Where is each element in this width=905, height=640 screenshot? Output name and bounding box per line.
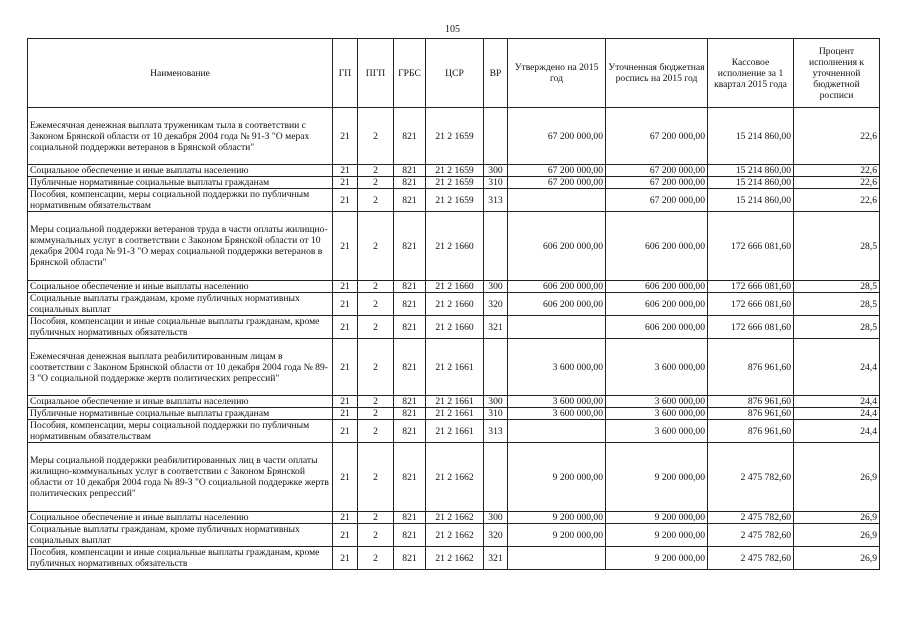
row-cash: 876 961,60: [708, 339, 794, 396]
header-pgp: ПГП: [358, 39, 394, 108]
header-row: [28, 39, 880, 108]
row-approved: 606 200 000,00: [508, 212, 606, 281]
row-vr: 313: [484, 189, 508, 212]
table-row: [28, 165, 880, 177]
row-cash: 2 475 782,60: [708, 512, 794, 524]
row-grbs: 821: [394, 189, 426, 212]
row-pgp: 2: [358, 177, 394, 189]
table-body: [28, 108, 880, 570]
row-csr: 21 2 1661: [426, 339, 484, 396]
row-percent: 24,4: [794, 396, 880, 408]
row-cash: 172 666 081,60: [708, 316, 794, 339]
row-pgp: 2: [358, 420, 394, 443]
row-approved: 3 600 000,00: [508, 339, 606, 396]
row-name: Ежемесячная денежная выплата реабилитированным лицам в соответствии с Законом Брянской области от 10 декабря 2004 года № 89-З "О социальной поддержке жертв политических репрессий": [28, 339, 333, 396]
row-approved: 606 200 000,00: [508, 293, 606, 316]
row-cash: 15 214 860,00: [708, 189, 794, 212]
row-csr: 21 2 1659: [426, 189, 484, 212]
row-refined: 3 600 000,00: [606, 408, 708, 420]
row-csr: 21 2 1662: [426, 443, 484, 512]
header-vr: ВР: [484, 39, 508, 108]
row-percent: 28,5: [794, 316, 880, 339]
row-pgp: 2: [358, 547, 394, 570]
table-row: [28, 177, 880, 189]
row-grbs: 821: [394, 512, 426, 524]
table-row: [28, 108, 880, 165]
row-cash: 876 961,60: [708, 396, 794, 408]
row-name: Социальные выплаты гражданам, кроме публичных нормативных социальных выплат: [28, 524, 333, 547]
row-percent: 24,4: [794, 408, 880, 420]
row-pgp: 2: [358, 165, 394, 177]
table-row: [28, 189, 880, 212]
row-csr: 21 2 1660: [426, 212, 484, 281]
table-row: [28, 281, 880, 293]
table-row: [28, 420, 880, 443]
row-percent: 24,4: [794, 339, 880, 396]
row-name: Пособия, компенсации и иные социальные выплаты гражданам, кроме публичных нормативных обязательств: [28, 547, 333, 570]
row-refined: 9 200 000,00: [606, 524, 708, 547]
budget-table: [27, 38, 880, 570]
row-csr: 21 2 1660: [426, 293, 484, 316]
row-grbs: 821: [394, 339, 426, 396]
row-grbs: 821: [394, 443, 426, 512]
row-percent: 26,9: [794, 524, 880, 547]
row-cash: 876 961,60: [708, 408, 794, 420]
row-refined: 9 200 000,00: [606, 512, 708, 524]
row-pgp: 2: [358, 396, 394, 408]
row-gp: 21: [333, 443, 358, 512]
row-percent: 26,9: [794, 547, 880, 570]
row-name: Публичные нормативные социальные выплаты гражданам: [28, 408, 333, 420]
row-refined: 606 200 000,00: [606, 293, 708, 316]
row-csr: 21 2 1659: [426, 108, 484, 165]
row-percent: 22,6: [794, 108, 880, 165]
page-number: 105: [445, 24, 460, 35]
row-csr: 21 2 1662: [426, 512, 484, 524]
row-approved: 67 200 000,00: [508, 165, 606, 177]
row-pgp: 2: [358, 293, 394, 316]
row-name: Меры социальной поддержки ветеранов труда в части оплаты жилищно-коммунальных услуг в соответствии с Законом Брянской области от 10 декабря 2004 года № 91-З "О мерах социальной поддержки ветеранов в Брянской области": [28, 212, 333, 281]
row-approved: 67 200 000,00: [508, 177, 606, 189]
row-cash: 172 666 081,60: [708, 212, 794, 281]
row-gp: 21: [333, 339, 358, 396]
row-gp: 21: [333, 177, 358, 189]
row-gp: 21: [333, 316, 358, 339]
row-vr: 310: [484, 408, 508, 420]
row-grbs: 821: [394, 420, 426, 443]
row-name: Социальное обеспечение и иные выплаты населению: [28, 512, 333, 524]
row-csr: 21 2 1661: [426, 408, 484, 420]
row-name: Пособия, компенсации, меры социальной поддержки по публичным нормативным обязательствам: [28, 189, 333, 212]
row-refined: 3 600 000,00: [606, 420, 708, 443]
row-vr: 310: [484, 177, 508, 189]
row-percent: 22,6: [794, 165, 880, 177]
row-csr: 21 2 1662: [426, 547, 484, 570]
row-vr: 320: [484, 524, 508, 547]
row-gp: 21: [333, 293, 358, 316]
row-gp: 21: [333, 165, 358, 177]
table-row: [28, 408, 880, 420]
row-approved: 9 200 000,00: [508, 512, 606, 524]
row-percent: 22,6: [794, 189, 880, 212]
row-gp: 21: [333, 189, 358, 212]
row-approved: 3 600 000,00: [508, 396, 606, 408]
row-refined: 606 200 000,00: [606, 281, 708, 293]
row-percent: 26,9: [794, 512, 880, 524]
row-refined: 3 600 000,00: [606, 339, 708, 396]
row-approved: 67 200 000,00: [508, 108, 606, 165]
row-percent: 28,5: [794, 212, 880, 281]
row-cash: 2 475 782,60: [708, 547, 794, 570]
row-gp: 21: [333, 512, 358, 524]
row-pgp: 2: [358, 512, 394, 524]
row-pgp: 2: [358, 108, 394, 165]
row-csr: 21 2 1660: [426, 316, 484, 339]
row-grbs: 821: [394, 177, 426, 189]
row-percent: 28,5: [794, 293, 880, 316]
row-vr: 300: [484, 396, 508, 408]
row-refined: 9 200 000,00: [606, 547, 708, 570]
row-vr: 321: [484, 316, 508, 339]
row-gp: 21: [333, 524, 358, 547]
row-cash: 15 214 860,00: [708, 165, 794, 177]
row-vr: 300: [484, 281, 508, 293]
row-vr: 320: [484, 293, 508, 316]
header-grbs: ГРБС: [394, 39, 426, 108]
row-cash: 15 214 860,00: [708, 108, 794, 165]
header-refined: Уточненная бюджетная роспись на 2015 год: [606, 39, 708, 108]
table-row: [28, 524, 880, 547]
row-pgp: 2: [358, 524, 394, 547]
header-percent: Процент исполнения к уточненной бюджетной росписи: [794, 39, 880, 108]
row-approved: 9 200 000,00: [508, 443, 606, 512]
row-cash: 2 475 782,60: [708, 524, 794, 547]
row-approved: [508, 316, 606, 339]
row-grbs: 821: [394, 281, 426, 293]
row-pgp: 2: [358, 281, 394, 293]
row-grbs: 821: [394, 408, 426, 420]
row-gp: 21: [333, 408, 358, 420]
row-grbs: 821: [394, 396, 426, 408]
row-csr: 21 2 1661: [426, 396, 484, 408]
row-gp: 21: [333, 547, 358, 570]
row-pgp: 2: [358, 212, 394, 281]
row-gp: 21: [333, 396, 358, 408]
row-name: Пособия, компенсации, меры социальной поддержки по публичным нормативным обязательствам: [28, 420, 333, 443]
table-row: [28, 316, 880, 339]
row-vr: [484, 339, 508, 396]
row-pgp: 2: [358, 316, 394, 339]
row-name: Пособия, компенсации и иные социальные выплаты гражданам, кроме публичных нормативных обязательств: [28, 316, 333, 339]
row-cash: 2 475 782,60: [708, 443, 794, 512]
row-percent: 24,4: [794, 420, 880, 443]
row-pgp: 2: [358, 189, 394, 212]
row-vr: [484, 108, 508, 165]
row-percent: 26,9: [794, 443, 880, 512]
row-approved: 606 200 000,00: [508, 281, 606, 293]
row-csr: 21 2 1660: [426, 281, 484, 293]
header-cash: Кассовое исполнение за 1 квартал 2015 года: [708, 39, 794, 108]
row-grbs: 821: [394, 547, 426, 570]
row-cash: 876 961,60: [708, 420, 794, 443]
row-csr: 21 2 1659: [426, 177, 484, 189]
row-refined: 3 600 000,00: [606, 396, 708, 408]
row-refined: 606 200 000,00: [606, 316, 708, 339]
row-cash: 172 666 081,60: [708, 281, 794, 293]
row-refined: 606 200 000,00: [606, 212, 708, 281]
header-approved: Утверждено на 2015 год: [508, 39, 606, 108]
row-refined: 67 200 000,00: [606, 189, 708, 212]
row-grbs: 821: [394, 524, 426, 547]
row-name: Ежемесячная денежная выплата труженикам тыла в соответствии с Законом Брянской области от 10 декабря 2004 года № 91-З "О мерах социальной поддержки ветеранов в Брянской области": [28, 108, 333, 165]
table-row: [28, 547, 880, 570]
row-pgp: 2: [358, 408, 394, 420]
row-percent: 22,6: [794, 177, 880, 189]
row-name: Меры социальной поддержки реабилитированных лиц в части оплаты жилищно-коммунальных услуг в соответствии с Законом Брянской области от 10 декабря 2004 года № 89-З "О социальной поддержке жертв политических репрессий": [28, 443, 333, 512]
table-row: [28, 512, 880, 524]
row-gp: 21: [333, 108, 358, 165]
row-cash: 15 214 860,00: [708, 177, 794, 189]
row-approved: [508, 189, 606, 212]
row-name: Социальные выплаты гражданам, кроме публичных нормативных социальных выплат: [28, 293, 333, 316]
row-csr: 21 2 1662: [426, 524, 484, 547]
row-refined: 9 200 000,00: [606, 443, 708, 512]
row-vr: 300: [484, 165, 508, 177]
row-grbs: 821: [394, 108, 426, 165]
header-csr: ЦСР: [426, 39, 484, 108]
row-refined: 67 200 000,00: [606, 108, 708, 165]
row-csr: 21 2 1659: [426, 165, 484, 177]
row-vr: [484, 212, 508, 281]
row-name: Социальное обеспечение и иные выплаты населению: [28, 281, 333, 293]
row-approved: [508, 547, 606, 570]
row-vr: [484, 443, 508, 512]
row-grbs: 821: [394, 165, 426, 177]
table-row: [28, 212, 880, 281]
row-name: Публичные нормативные социальные выплаты гражданам: [28, 177, 333, 189]
row-vr: 300: [484, 512, 508, 524]
row-approved: 3 600 000,00: [508, 408, 606, 420]
row-vr: 321: [484, 547, 508, 570]
row-pgp: 2: [358, 339, 394, 396]
table-row: [28, 443, 880, 512]
row-csr: 21 2 1661: [426, 420, 484, 443]
row-grbs: 821: [394, 316, 426, 339]
row-vr: 313: [484, 420, 508, 443]
row-refined: 67 200 000,00: [606, 177, 708, 189]
table-row: [28, 339, 880, 396]
row-percent: 28,5: [794, 281, 880, 293]
row-grbs: 821: [394, 293, 426, 316]
row-grbs: 821: [394, 212, 426, 281]
row-name: Социальное обеспечение и иные выплаты населению: [28, 396, 333, 408]
row-refined: 67 200 000,00: [606, 165, 708, 177]
row-name: Социальное обеспечение и иные выплаты населению: [28, 165, 333, 177]
table-row: [28, 396, 880, 408]
table-row: [28, 293, 880, 316]
header-name: Наименование: [28, 39, 333, 108]
row-gp: 21: [333, 420, 358, 443]
row-gp: 21: [333, 212, 358, 281]
row-cash: 172 666 081,60: [708, 293, 794, 316]
row-approved: [508, 420, 606, 443]
row-gp: 21: [333, 281, 358, 293]
row-pgp: 2: [358, 443, 394, 512]
row-approved: 9 200 000,00: [508, 524, 606, 547]
header-gp: ГП: [333, 39, 358, 108]
